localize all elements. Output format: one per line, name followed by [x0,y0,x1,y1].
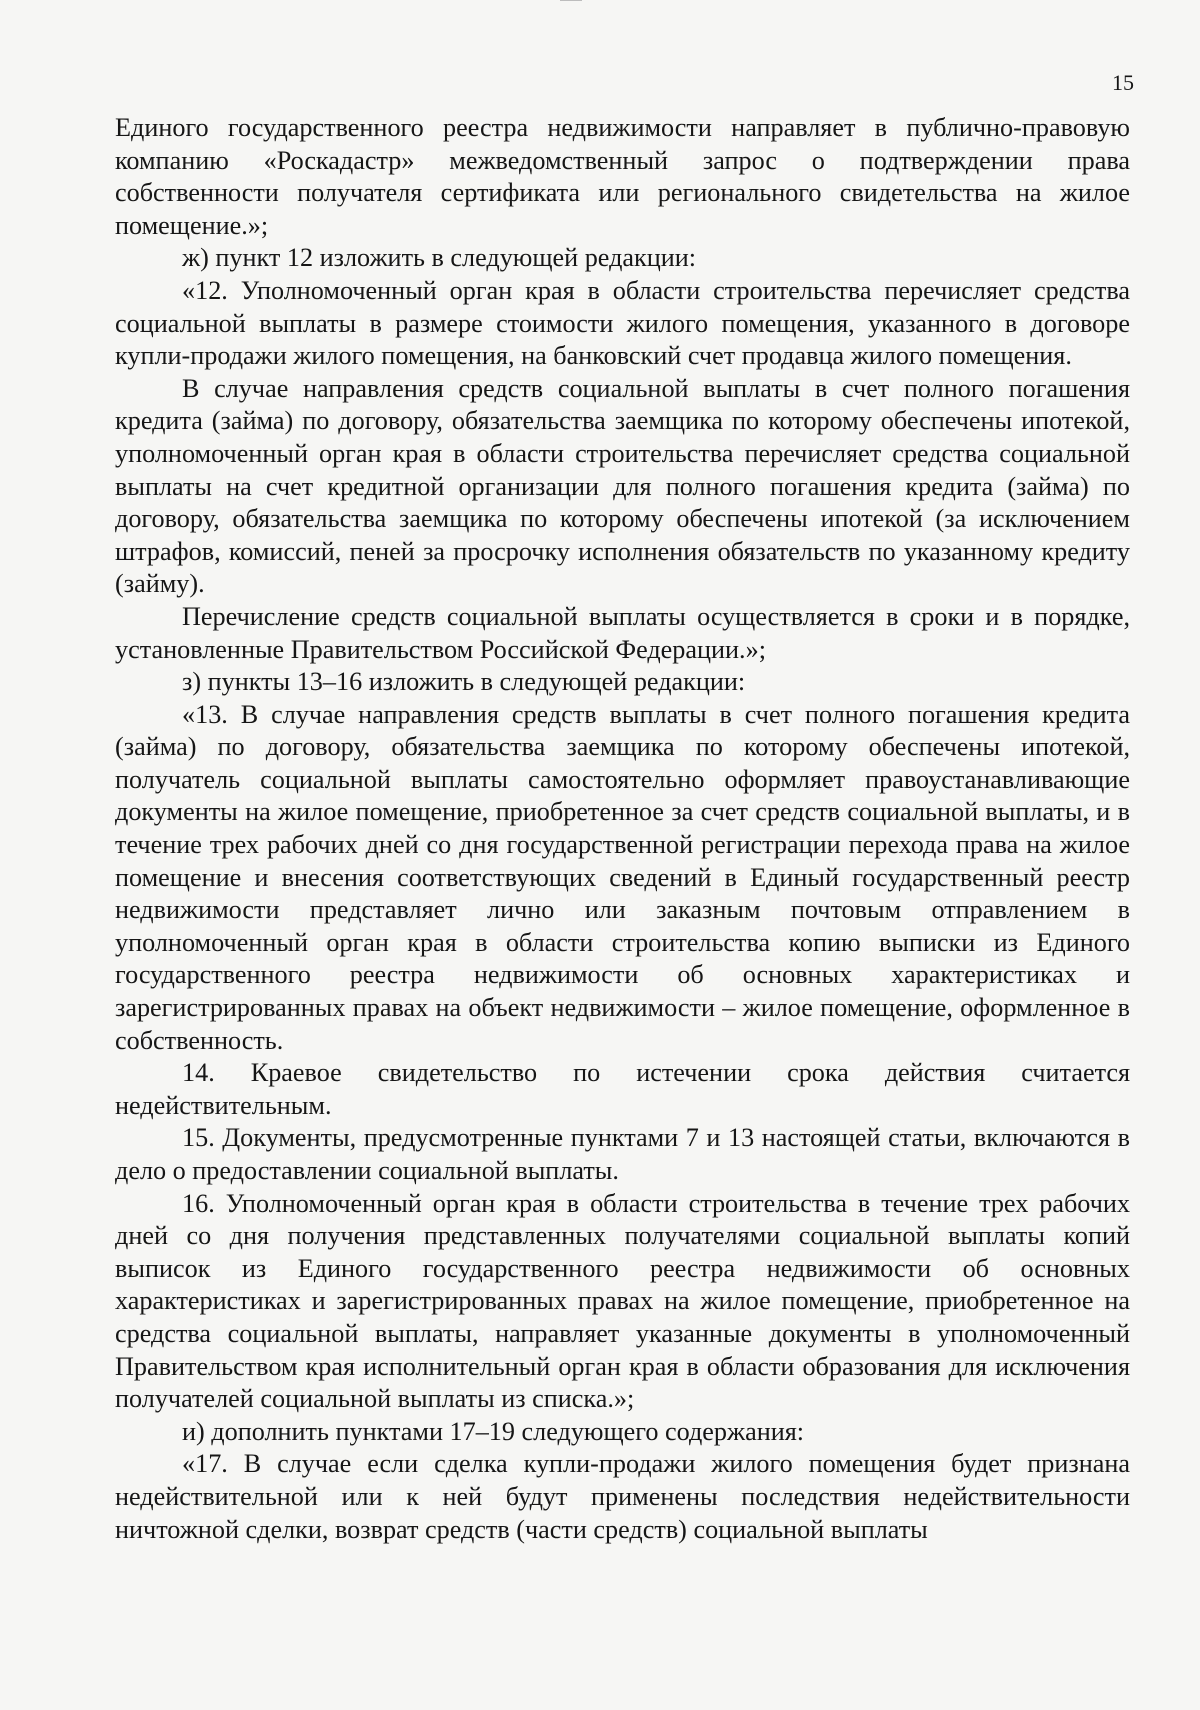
paragraph-item-15: 15. Документы, предусмотренные пунктами 7 и 13 настоящей статьи, включаются в дело о предоставлении социальной выплаты. [115,1123,1130,1185]
paragraph-item-13: «13. В случае направления средств выплаты в счет полного погашения кредита (займа) по договору, обязательства заемщика по которому обеспечены ипотекой, получатель социальной выплаты самостоятельно оформляет правоустанавливающие документы на жилое помещение, приобретенное за счет средств социальной выплаты, и в течение трех рабочих дней со дня государственной регистрации перехода права на жилое помещение и внесения соответствующих сведений в Единый государственный реестр недвижимости представляет лично или заказным почтовым отправлением в уполномоченный орган края в области строительства копию выписки из Единого государственного реестра недвижимости об основных характеристиках и зарегистрированных правах на объект недвижимости – жилое помещение, оформленное в собственность. [115,699,1130,1055]
paragraph-amendment-z: з) пункты 13–16 изложить в следующей редакции: [182,667,746,697]
scan-artifact [560,0,582,1]
paragraph-amendment-zh: ж) пункт 12 изложить в следующей редакции: [182,243,697,273]
paragraph-item-17: «17. В случае если сделка купли-продажи жилого помещения будет признана недействительной или к ней будут применены последствия недействительности ничтожной сделки, возврат средств (части средств) социальной выплаты [115,1449,1130,1544]
document-body [115,112,1130,1546]
page-number: 15 [1112,70,1134,95]
paragraph-item-12: «12. Уполномоченный орган края в области строительства перечисляет средства социальной выплаты в размере стоимости жилого помещения, указанного в договоре купли-продажи жилого помещения, на банковский счет продавца жилого помещения. [115,275,1130,371]
paragraph-continuation: Единого государственного реестра недвижимости направляет в публично-правовую компанию «Роскадастр» межведомственный запрос о подтверждении права собственности получателя сертификата или регионального свидетельства на жилое помещение.»; [115,113,1130,240]
paragraph-item-14: 14. Краевое свидетельство по истечении срока действия считается недействительным. [115,1058,1130,1120]
paragraph-amendment-i: и) дополнить пунктами 17–19 следующего содержания: [182,1416,805,1446]
paragraph-item-12-transfer: Перечисление средств социальной выплаты осуществляется в сроки и в порядке, установленные Правительством Российской Федерации.»; [115,601,1130,664]
paragraph-item-12-mortgage: В случае направления средств социальной выплаты в счет полного погашения кредита (займа) по договору, обязательства заемщика по которому обеспечены ипотекой, уполномоченный орган края в области строительства перечисляет средства социальной выплаты на счет кредитной организации для полного погашения кредита (займа) по договору, обязательства заемщика по которому обеспечены ипотекой (за исключением штрафов, комиссий, пеней за просрочку исполнения обязательств по указанному кредиту (займу). [115,373,1130,599]
paragraph-item-16: 16. Уполномоченный орган края в области строительства в течение трех рабочих дней со дня получения представленных получателями социальной выплаты копий выписок из Единого государственного реестра недвижимости об основных характеристиках и зарегистрированных правах на жилое помещение, приобретенное на средства социальной выплаты, направляет указанные документы в уполномоченный Правительством края исполнительный орган края в области образования для исключения получателей социальной выплаты из списка.»; [115,1188,1130,1414]
